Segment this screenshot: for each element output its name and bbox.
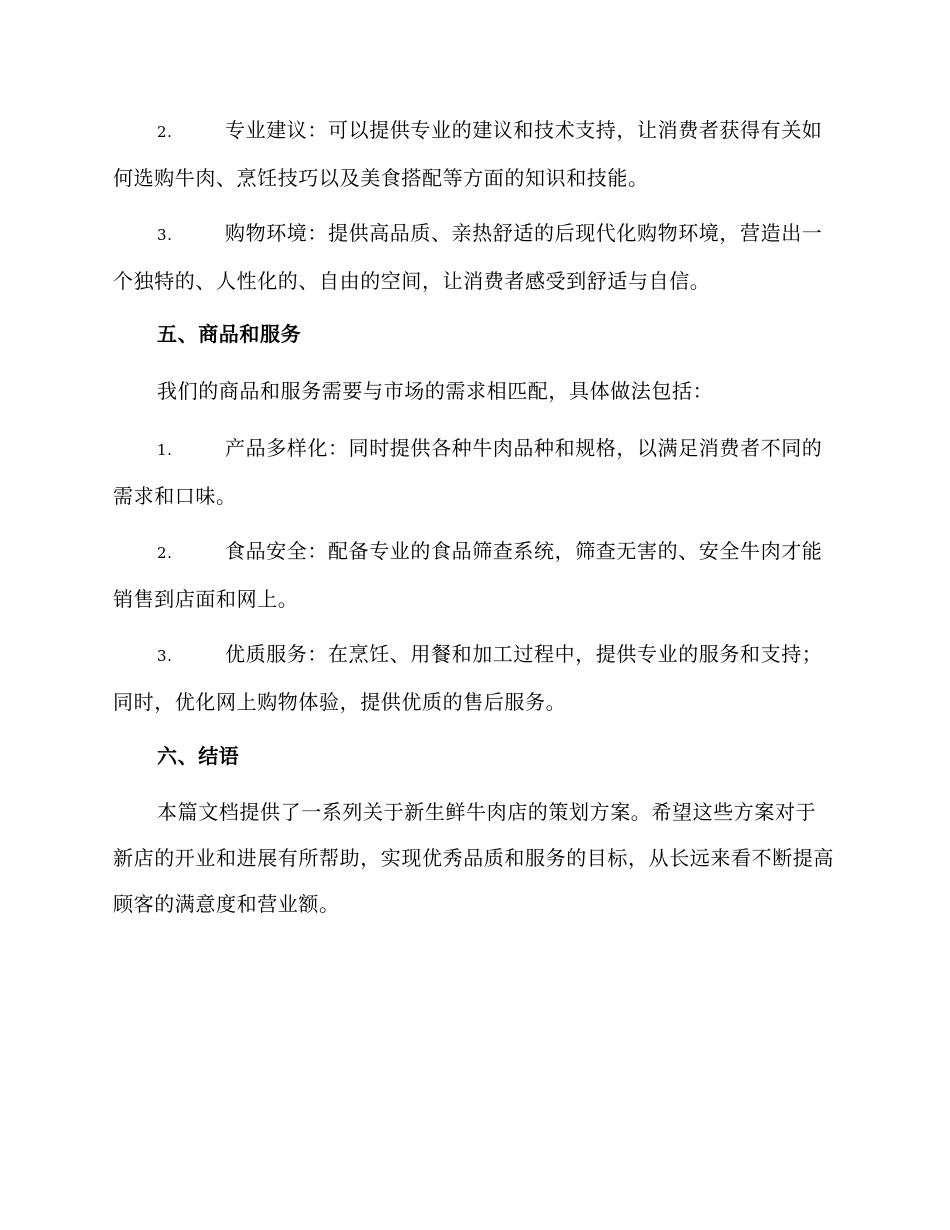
list-number: 3. <box>157 226 173 244</box>
list-number: 1. <box>157 441 173 459</box>
list-item-text: 食品安全：配备专业的食品筛查系统，筛查无害的、安全牛肉才能销售到店面和网上。 <box>113 539 823 611</box>
section-heading: 五、商品和服务 <box>157 322 302 346</box>
list-item-text: 产品多样化：同时提供各种牛肉品种和规格，以满足消费者不同的需求和口味。 <box>113 436 823 508</box>
section-intro: 我们的商品和服务需要与市场的需求相匹配，具体做法包括： <box>157 379 714 403</box>
list-item <box>113 425 835 519</box>
list-number: 2. <box>157 123 173 141</box>
list-item <box>113 528 835 622</box>
list-item-text: 专业建议：可以提供专业的建议和技术支持，让消费者获得有关如何选购牛肉、烹饪技巧以及美食搭配等方面的知识和技能。 <box>113 118 823 190</box>
list-item <box>113 107 835 201</box>
list-item <box>113 210 835 304</box>
section-heading: 六、结语 <box>157 744 240 768</box>
list-item-text: 购物环境：提供高品质、亲热舒适的后现代化购物环境，营造出一个独特的、人性化的、自由的空间，让消费者感受到舒适与自信。 <box>113 221 823 293</box>
list-number: 2. <box>157 544 173 562</box>
list-item-text: 优质服务：在烹饪、用餐和加工过程中，提供专业的服务和支持；同时，优化网上购物体验，提供优质的售后服务。 <box>113 642 823 714</box>
list-number: 3. <box>157 647 173 665</box>
conclusion-paragraph: 本篇文档提供了一系列关于新生鲜牛肉店的策划方案。希望这些方案对于新店的开业和进展有所帮助，实现优秀品质和服务的目标，从长远来看不断提高顾客的满意度和营业额。 <box>113 800 834 916</box>
list-item <box>113 631 835 725</box>
